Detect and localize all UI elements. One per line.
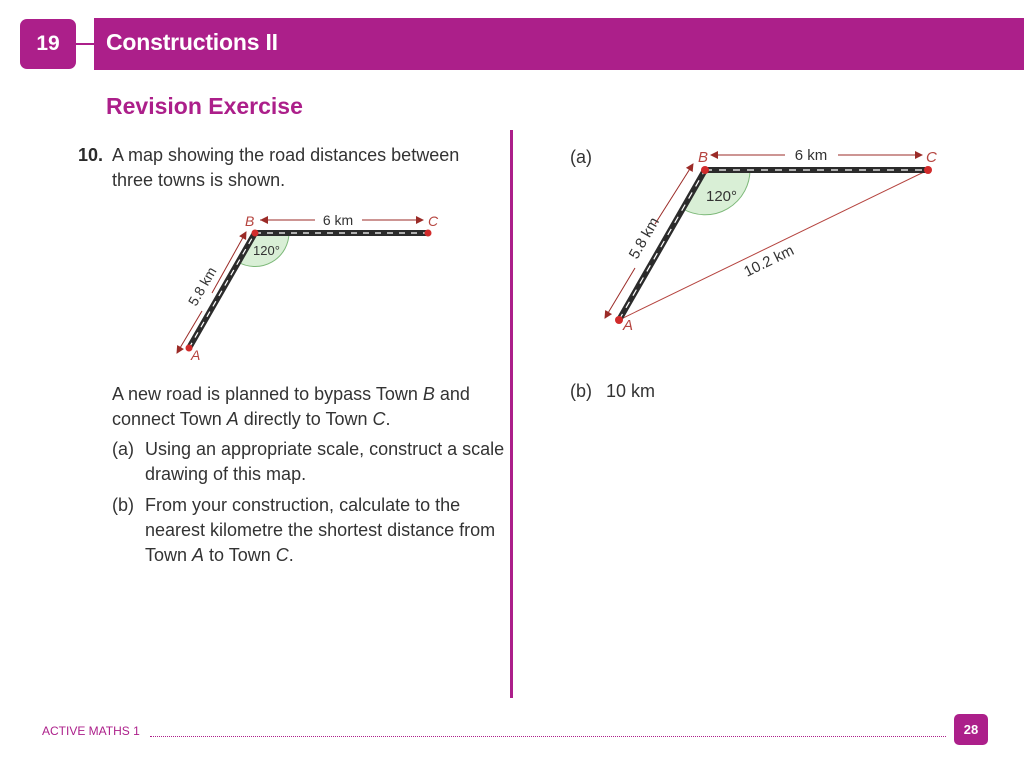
answer-angle-label: 120°: [706, 188, 738, 205]
answer-town-c-label: C: [926, 149, 937, 166]
section-title: Revision Exercise: [106, 93, 303, 119]
ab-length-label: 5.8 km: [184, 264, 220, 309]
answer-b-text: 10 km: [606, 381, 656, 401]
part-b-label: (b): [112, 495, 134, 515]
answer-town-a-label: A: [623, 317, 634, 334]
part-a-text: Using an appropriate scale, construct a scale drawing of this map.: [145, 439, 505, 484]
town-b-label: B: [245, 213, 255, 229]
answer-a-label: (a): [570, 147, 592, 167]
answer-scale-drawing: [595, 140, 955, 340]
answer-bc-length-label: 6 km: [794, 147, 828, 164]
chapter-number-badge: 19: [20, 19, 76, 69]
angle-label: 120°: [253, 243, 280, 258]
answer-ab-length-label: 5.8 km: [625, 214, 663, 262]
town-c-label: C: [428, 213, 439, 229]
footer-dotted-line: [150, 736, 946, 737]
town-a-label: A: [191, 347, 201, 363]
question-number: 10.: [78, 145, 104, 165]
answer-b-label: (b): [570, 381, 592, 401]
question-body: A new road is planned to bypass Town B and connect Town A directly to Town C.: [112, 384, 470, 429]
part-b-text: From your construction, calculate to the nearest kilometre the shortest distance from Town A to Town C.: [145, 495, 496, 565]
bc-length-label: 6 km: [322, 212, 354, 228]
page-number: 28: [954, 714, 988, 745]
answer-ac-length-label: 10.2 km: [741, 241, 797, 281]
question-map-diagram: [160, 205, 460, 365]
column-divider: [510, 130, 513, 698]
badge-connector: [76, 43, 94, 45]
part-a-label: (a): [112, 439, 134, 459]
answer-town-b-label: B: [698, 149, 709, 166]
footer-book-title: ACTIVE MATHS 1: [42, 724, 140, 738]
question-intro: A map showing the road distances between three towns is shown.: [112, 145, 460, 190]
chapter-title: Constructions II: [106, 29, 278, 55]
